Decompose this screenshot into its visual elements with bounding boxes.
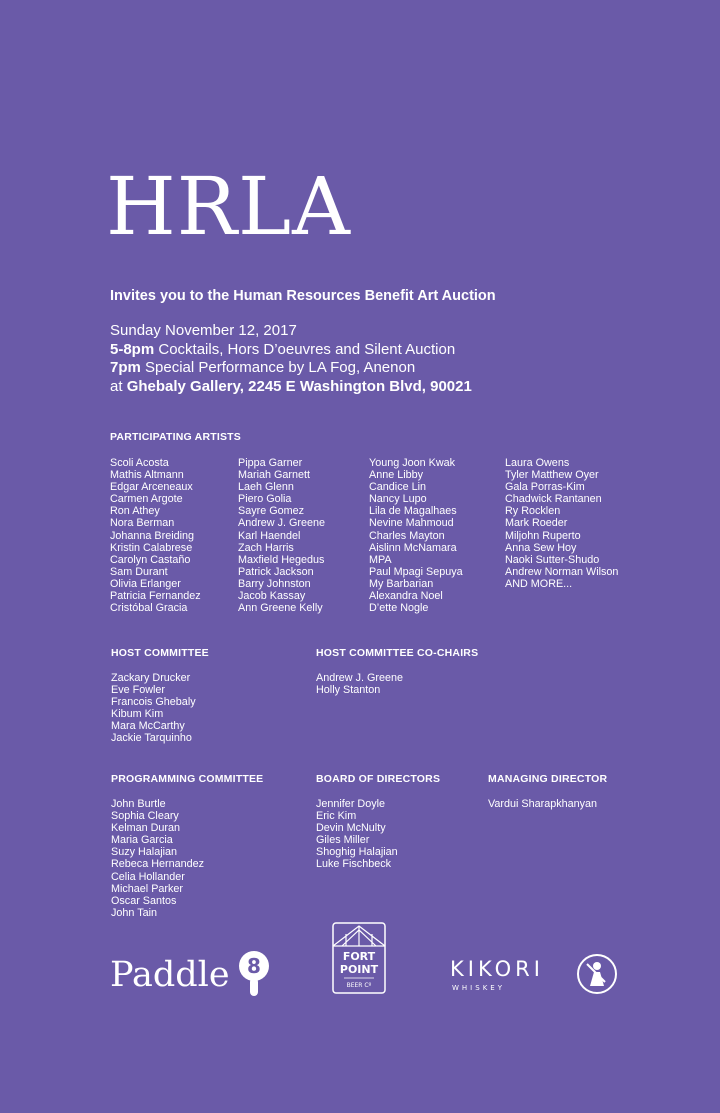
paddle8-logo — [110, 950, 270, 1000]
event-desc-2: Special Performance by LA Fog, Anenon — [140, 359, 416, 377]
kikori-subtitle: WHISKEY — [452, 984, 505, 992]
artist-name: Naoki Sutter-Shudo — [505, 553, 600, 566]
artist-name: Sam Durant — [110, 565, 168, 578]
committee-name: Kibum Kim — [111, 708, 164, 721]
committee-name: Jackie Tarquinho — [111, 732, 192, 745]
event-desc-1: Cocktails, Hors D’oeuvres and Silent Auction — [154, 340, 456, 358]
artist-name: Laeh Glenn — [238, 481, 294, 494]
artist-name: MPA — [369, 553, 392, 566]
committee-name: John Tain — [111, 906, 158, 919]
committee-name: Rebeca Hernandez — [111, 858, 205, 871]
committee-name: Celia Hollander — [111, 870, 185, 883]
committee-name: Devin McNulty — [316, 822, 386, 835]
committee-name: Suzy Halajian — [111, 846, 178, 859]
event-venue-line — [110, 378, 472, 397]
artist-name: Ron Athey — [110, 505, 160, 518]
event-time-1: 5-8pm — [110, 340, 155, 358]
artist-name: Nancy Lupo — [369, 493, 427, 506]
event-date: Sunday November 12, 2017 — [110, 322, 297, 339]
event-time-2: 7pm — [110, 359, 141, 377]
fort-point-line-1: FORT — [342, 950, 376, 963]
artist-name: Cristóbal Gracia — [110, 602, 188, 615]
artist-name: Aislinn McNamara — [369, 541, 457, 554]
artist-name: AND MORE... — [505, 577, 573, 590]
committee-name: Shoghig Halajian — [316, 846, 398, 859]
artist-name: Carolyn Castaño — [110, 553, 191, 566]
event-details — [110, 322, 472, 396]
committee-name: Michael Parker — [111, 882, 184, 895]
artists-column-2 — [238, 457, 325, 614]
board-list — [316, 798, 398, 871]
artist-name: Pippa Garner — [238, 457, 303, 469]
artist-name: Charles Mayton — [369, 529, 445, 542]
host-committee-list — [111, 672, 196, 745]
programming-committee-list — [111, 798, 204, 919]
committee-name: Sophia Cleary — [111, 810, 179, 823]
artist-name: Patrick Jackson — [238, 565, 314, 578]
committee-name: John Burtle — [111, 798, 166, 810]
artist-name: Laura Owens — [505, 457, 570, 469]
artist-name: Anne Libby — [369, 469, 424, 482]
committee-name: Eve Fowler — [111, 684, 166, 697]
programming-committee-heading: PROGRAMMING COMMITTEE — [111, 773, 264, 785]
artist-name: Barry Johnston — [238, 577, 311, 590]
committee-name: Oscar Santos — [111, 894, 177, 907]
artist-name: Kristin Calabrese — [110, 541, 193, 554]
event-cocktails-line — [110, 341, 472, 360]
committee-name: Luke Fischbeck — [316, 858, 392, 871]
board-heading: BOARD OF DIRECTORS — [316, 773, 441, 785]
artist-name: D’ette Nogle — [369, 602, 429, 615]
artists-column-3 — [369, 457, 463, 614]
artist-name: Ry Rocklen — [505, 505, 561, 518]
artist-name: Gala Porras-Kim — [505, 481, 585, 494]
artist-name: Zach Harris — [238, 541, 294, 554]
artist-name: Andrew J. Greene — [238, 517, 326, 530]
artist-name: Piero Golia — [238, 493, 292, 506]
committee-name: Giles Miller — [316, 834, 370, 847]
fort-point-logo — [332, 922, 386, 994]
host-committee-heading: HOST COMMITTEE — [111, 647, 209, 659]
artist-name: Mariah Garnett — [238, 469, 311, 482]
artist-name: Jacob Kassay — [238, 590, 306, 603]
artist-name: Lila de Magalhaes — [369, 505, 457, 518]
artist-name: Ann Greene Kelly — [238, 602, 323, 615]
managing-director-list — [488, 798, 597, 810]
kikori-whiskey-logo — [450, 952, 620, 1000]
artist-name: Nora Berman — [110, 517, 175, 530]
kikori-wordmark: KIKORI — [450, 957, 544, 981]
artist-name: Paul Mpagi Sepuya — [369, 565, 463, 578]
artist-name: Sayre Gomez — [238, 505, 305, 518]
fort-point-line-3: BEER Cº — [346, 982, 372, 989]
event-venue: Ghebaly Gallery, 2245 E Washington Blvd, 90021 — [126, 377, 472, 395]
artist-name: Anna Sew Hoy — [505, 541, 577, 554]
event-performance-line — [110, 359, 472, 378]
artists-column-1 — [110, 457, 201, 614]
committee-name: Andrew J. Greene — [316, 672, 404, 684]
committee-name: Jennifer Doyle — [316, 798, 386, 810]
artist-name: Candice Lin — [369, 481, 427, 494]
invite-line: Invites you to the Human Resources Benefit Art Auction — [110, 288, 496, 304]
paddle8-mark-icon — [234, 950, 274, 998]
kikori-emblem-icon — [593, 962, 601, 970]
artist-name: Scoli Acosta — [110, 457, 169, 469]
artist-name: Edgar Arceneaux — [110, 481, 193, 494]
committee-name: Eric Kim — [316, 810, 357, 823]
host-cochairs-list — [316, 672, 403, 696]
committee-name: Holly Stanton — [316, 684, 381, 697]
artists-heading: PARTICIPATING ARTISTS — [110, 431, 241, 443]
artist-name: Tyler Matthew Oyer — [505, 469, 599, 482]
artist-name: Karl Haendel — [238, 529, 301, 542]
artist-name: Maxfield Hegedus — [238, 553, 325, 566]
event-at: at — [110, 377, 127, 395]
committee-name: Kelman Duran — [111, 822, 181, 835]
artist-name: Mathis Altmann — [110, 469, 184, 482]
host-cochairs-heading: HOST COMMITTEE CO-CHAIRS — [316, 647, 479, 659]
paddle-wordmark: Paddle — [110, 955, 230, 995]
committee-name: Vardui Sharapkhanyan — [488, 798, 598, 810]
committee-name: Zackary Drucker — [111, 672, 191, 684]
artist-name: Nevine Mahmoud — [369, 517, 454, 530]
artist-name: Miljohn Ruperto — [505, 529, 581, 542]
artist-name: Alexandra Noel — [369, 590, 443, 603]
committee-name: Mara McCarthy — [111, 720, 185, 733]
committee-name: Maria Garcia — [111, 834, 173, 847]
managing-director-heading: MANAGING DIRECTOR — [488, 773, 608, 785]
artist-name: Mark Roeder — [505, 517, 568, 530]
artists-column-4 — [505, 457, 618, 590]
artist-name: My Barbarian — [369, 577, 434, 590]
committee-name: Francois Ghebaly — [111, 696, 196, 709]
artist-name: Olivia Erlanger — [110, 577, 181, 590]
artist-name: Carmen Argote — [110, 493, 183, 506]
fort-point-line-2: POINT — [339, 963, 379, 976]
artist-name: Chadwick Rantanen — [505, 493, 602, 506]
paddle8-mark-text: 8 — [247, 954, 261, 978]
artist-name: Johanna Breiding — [110, 529, 195, 542]
artist-name: Andrew Norman Wilson — [505, 565, 619, 578]
artist-name: Patricia Fernandez — [110, 590, 201, 603]
artist-name: Young Joon Kwak — [369, 457, 456, 469]
page-title: HRLA — [106, 160, 351, 253]
